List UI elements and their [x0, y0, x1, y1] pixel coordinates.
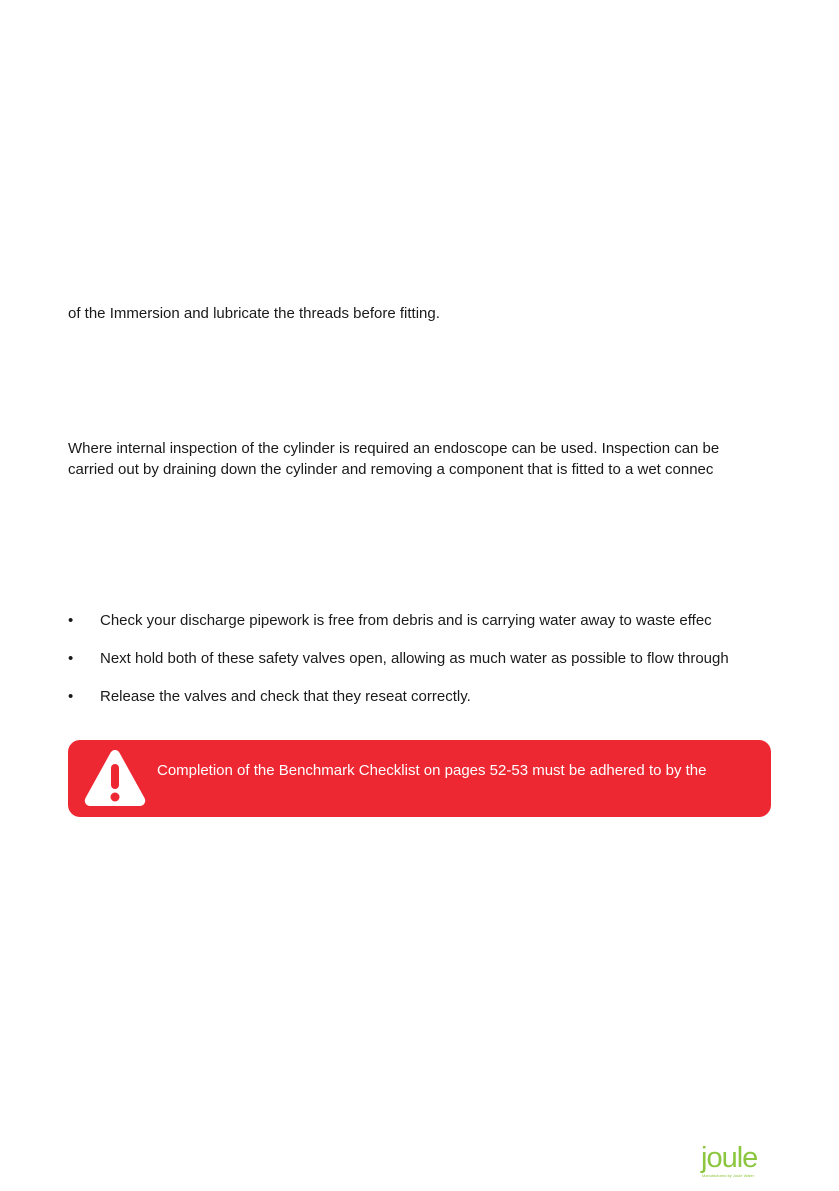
bullet-marker: •	[68, 650, 74, 667]
inspection-text-line-1: Where internal inspection of the cylinder is required an endoscope can be used. Inspection can be	[68, 440, 720, 457]
warning-text: Completion of the Benchmark Checklist on pages 52-53 must be adhered to by the	[157, 762, 707, 779]
svg-text:Manufactured by Joule Water: Manufactured by Joule Water	[702, 1173, 755, 1178]
warning-triangle-icon	[82, 746, 148, 808]
immersion-text: of the Immersion and lubricate the threads before fitting.	[68, 305, 440, 322]
joule-logo	[700, 1140, 774, 1180]
svg-text:joule: joule	[701, 1142, 758, 1174]
warning-callout	[68, 740, 771, 817]
bullet-text: Next hold both of these safety valves open, allowing as much water as possible to flow through	[100, 650, 729, 667]
bullet-marker: •	[68, 612, 74, 629]
bullet-text: Check your discharge pipework is free from debris and is carrying water away to waste effec	[100, 612, 712, 629]
inspection-text-line-2: carried out by draining down the cylinder and removing a component that is fitted to a wet connec	[68, 461, 714, 478]
bullet-text: Release the valves and check that they reseat correctly.	[100, 688, 471, 705]
bullet-marker: •	[68, 688, 74, 705]
